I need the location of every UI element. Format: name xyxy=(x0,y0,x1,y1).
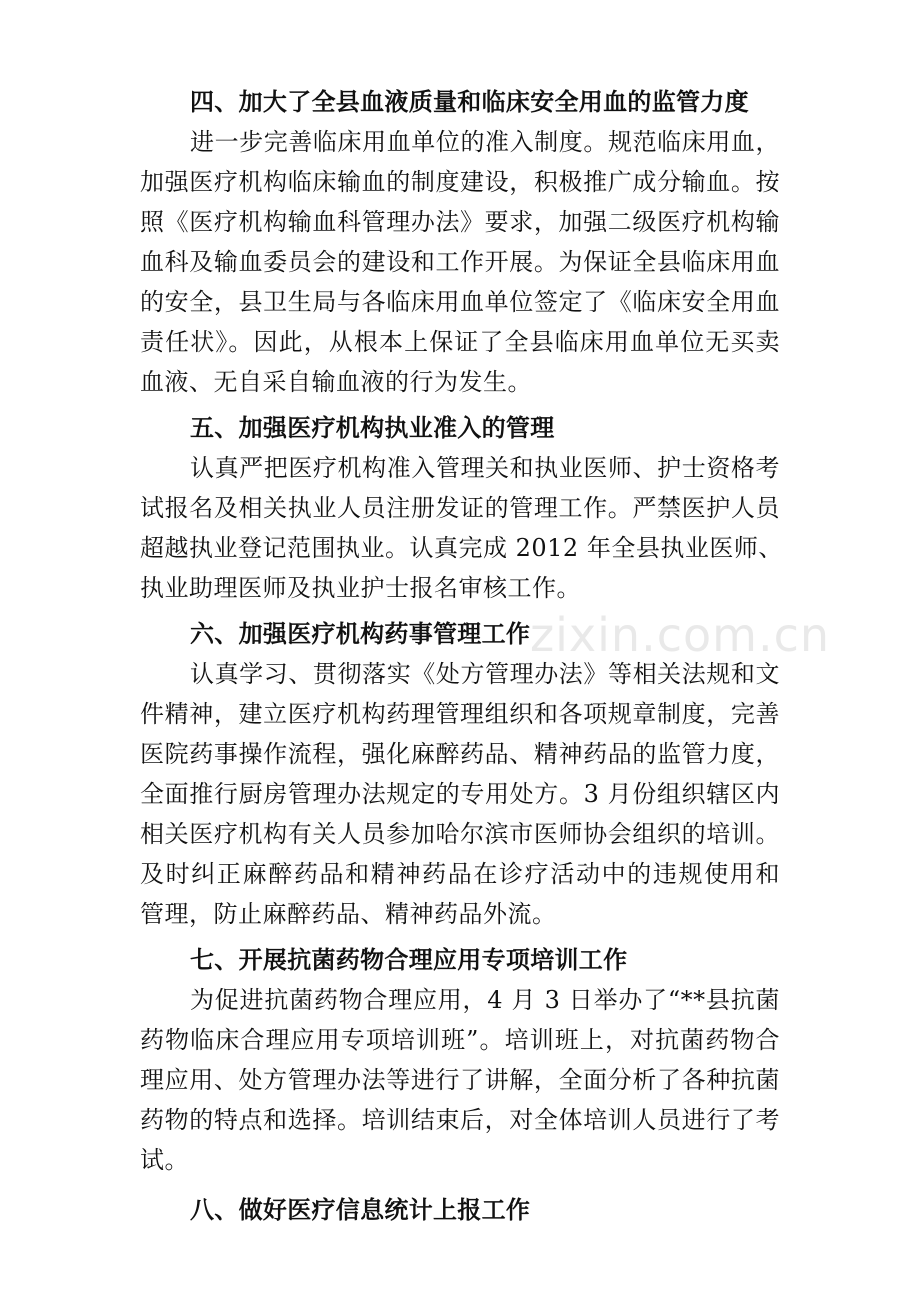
text-line: 照《医疗机构输血科管理办法》要求，加强二级医疗机构输 xyxy=(140,208,780,236)
text-line: 医院药事操作流程，强化麻醉药品、精神药品的监管力度， xyxy=(140,740,780,768)
text-line: 试报名及相关执业人员注册发证的管理工作。严禁医护人员 xyxy=(140,494,780,522)
section-heading: 六、加强医疗机构药事管理工作 xyxy=(190,619,531,648)
text-line: 相关医疗机构有关人员参加哈尔滨市医师协会组织的培训。 xyxy=(140,820,780,848)
text-line: 血科及输血委员会的建设和工作开展。为保证全县临床用血 xyxy=(140,248,780,276)
section-7 xyxy=(140,940,780,1180)
text-line: 认真严把医疗机构准入管理关和执业医师、护士资格考 xyxy=(190,454,780,482)
section-8 xyxy=(140,1190,780,1230)
section-6 xyxy=(140,614,780,934)
section-heading: 八、做好医疗信息统计上报工作 xyxy=(190,1195,531,1224)
section-heading: 五、加强医疗机构执业准入的管理 xyxy=(190,413,555,442)
text-line: 认真学习、贯彻落实《处方管理办法》等相关法规和文 xyxy=(190,660,780,688)
text-line: 血液、无自采自输血液的行为发生。 xyxy=(140,368,532,396)
section-paragraph xyxy=(140,654,780,934)
text-line: 管理，防止麻醉药品、精神药品外流。 xyxy=(140,900,557,928)
text-line: 超越执业登记范围执业。认真完成 2012 年全县执业医师、 xyxy=(140,534,783,562)
text-line: 药物临床合理应用专项培训班”。培训班上，对抗菌药物合 xyxy=(140,1026,780,1054)
text-line: 药物的特点和选择。培训结束后，对全体培训人员进行了考 xyxy=(140,1106,780,1134)
section-4 xyxy=(140,82,780,402)
text-line: 全面推行厨房管理办法规定的专用处方。3 月份组织辖区内 xyxy=(140,780,780,808)
section-heading: 七、开展抗菌药物合理应用专项培训工作 xyxy=(190,945,628,974)
text-line: 责任状》。因此，从根本上保证了全县临床用血单位无买卖 xyxy=(140,328,780,356)
section-5 xyxy=(140,408,783,608)
text-line: 进一步完善临床用血单位的准入制度。规范临床用血， xyxy=(190,128,780,156)
text-line: 的安全，县卫生局与各临床用血单位签定了《临床安全用血 xyxy=(140,288,780,316)
text-line: 件精神，建立医疗机构药理管理组织和各项规章制度，完善 xyxy=(140,700,780,728)
section-paragraph xyxy=(140,448,783,608)
text-line: 及时纠正麻醉药品和精神药品在诊疗活动中的违规使用和 xyxy=(140,860,780,888)
text-line: 为促进抗菌药物合理应用，4 月 3 日举办了“**县抗菌 xyxy=(190,986,780,1014)
section-paragraph xyxy=(140,980,780,1180)
text-line: 试。 xyxy=(140,1146,189,1174)
document-body xyxy=(140,82,783,1230)
section-heading: 四、加大了全县血液质量和临床安全用血的监管力度 xyxy=(190,87,749,116)
text-line: 执业助理医师及执业护士报名审核工作。 xyxy=(140,574,581,602)
text-line: 加强医疗机构临床输血的制度建设，积极推广成分输血。按 xyxy=(140,168,780,196)
section-paragraph xyxy=(140,122,780,402)
text-line: 理应用、处方管理办法等进行了讲解，全面分析了各种抗菌 xyxy=(140,1066,780,1094)
watermark: zixin.com.cn xyxy=(530,608,831,662)
